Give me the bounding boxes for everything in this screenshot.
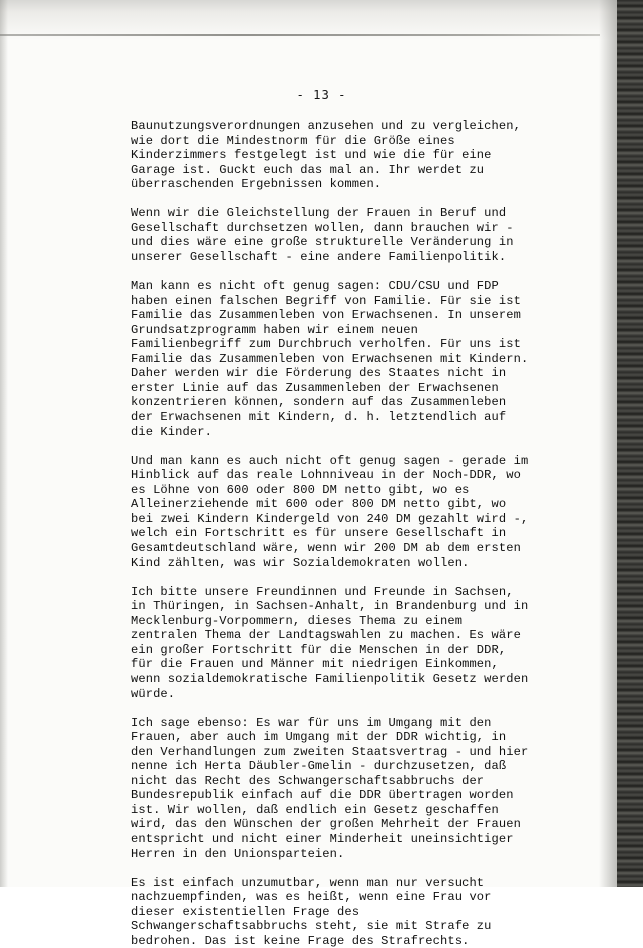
scan-top-rule: [0, 34, 600, 36]
text-line: ein großer Fortschritt für die Menschen in der DDR,: [131, 642, 507, 657]
text-line: wenn sozialdemokratische Familienpolitik Gesetz werden: [131, 671, 529, 686]
text-line: Gesellschaft durchsetzen wollen, dann brauchen wir -: [131, 220, 514, 235]
paragraph: [131, 876, 531, 948]
text-line: Mecklenburg-Vorpommern, dieses Thema zu einem: [131, 613, 463, 628]
paragraph: [131, 585, 531, 701]
text-line: Kinderzimmers festgelegt ist und wie die für eine: [131, 148, 492, 163]
scan-right-shadow: [599, 0, 617, 887]
text-line: entspricht und nicht einer Minderheit uneinsichtiger: [131, 832, 514, 847]
text-line: Garage ist. Guckt euch das mal an. Ihr werdet zu: [131, 162, 485, 177]
text-line: bei zwei Kindern Kindergeld von 240 DM gezahlt wird -,: [131, 511, 529, 526]
text-line: Familie das Zusammenleben von Erwachsenen mit Kindern.: [131, 351, 529, 366]
text-line: Baunutzungsverordnungen anzusehen und zu vergleichen,: [131, 119, 521, 133]
text-line: unserer Gesellschaft - eine andere Familienpolitik.: [131, 249, 507, 264]
text-line: Grundsatzprogramm haben wir einem neuen: [131, 322, 418, 337]
paragraph: [131, 454, 531, 570]
scan-left-shadow: [0, 0, 8, 887]
text-line: überraschenden Ergebnissen kommen.: [131, 177, 382, 192]
page-number: - 13 -: [296, 88, 347, 102]
text-line: Herren in den Unionsparteien.: [131, 846, 345, 861]
paragraph: [131, 279, 531, 439]
text-line: nicht das Recht des Schwangerschaftsabbruchs der: [131, 773, 485, 788]
text-line: welch ein Fortschritt es für unsere Gesellschaft in: [131, 526, 507, 541]
text-line: den Verhandlungen zum zweiten Staatsvertrag - und hier: [131, 744, 529, 759]
text-line: und dies wäre eine große strukturelle Veränderung in: [131, 235, 514, 250]
text-line: Ich sage ebenso: Es war für uns im Umgang mit den: [131, 715, 492, 730]
body-text: [131, 119, 531, 948]
text-line: nachzuempfinden, was es heißt, wenn eine Frau vor: [131, 890, 492, 905]
text-line: wie dort die Mindestnorm für die Größe eines: [131, 133, 455, 148]
text-line: Ich bitte unsere Freundinnen und Freunde in Sachsen,: [131, 584, 514, 599]
text-line: es Löhne von 600 oder 800 DM netto gibt, wo es: [131, 482, 470, 497]
text-line: würde.: [131, 686, 176, 701]
text-line: für die Frauen und Männer mit niedrigen Einkommen,: [131, 657, 499, 672]
text-line: Kind zählten, was wir Sozialdemokraten wollen.: [131, 555, 470, 570]
text-line: Man kann es nicht oft genug sagen: CDU/CSU und FDP: [131, 279, 499, 294]
text-line: zentralen Thema der Landtagswahlen zu machen. Es wäre: [131, 628, 521, 643]
paragraph: [131, 119, 531, 192]
text-line: Es ist einfach unzumutbar, wenn man nur versucht: [131, 875, 485, 890]
text-line: Bundesrepublik einfach auf die DDR übertragen worden: [131, 788, 514, 803]
text-line: Und man kann es auch nicht oft genug sagen - gerade im: [131, 453, 529, 468]
text-line: nenne ich Herta Däubler-Gmelin - durchzusetzen, daß: [131, 759, 507, 774]
text-line: Gesamtdeutschland wäre, wenn wir 200 DM ab dem ersten: [131, 541, 521, 555]
text-line: konzentrieren können, sondern auf das Zusammenleben: [131, 395, 507, 410]
text-line: Hinblick auf das reale Lohnniveau in der Noch-DDR, wo: [131, 468, 521, 483]
text-line: haben einen falschen Begriff von Familie. Für sie ist: [131, 293, 521, 308]
text-line: dieser existentiellen Frage des: [131, 904, 360, 919]
text-line: in Thüringen, in Sachsen-Anhalt, in Brandenburg und in: [131, 599, 529, 614]
paragraph: [131, 206, 531, 264]
text-line: wird, das den Wünschen der großen Mehrheit der Frauen: [131, 817, 521, 832]
scan-right-edge: [617, 0, 643, 887]
paragraph: [131, 716, 531, 861]
text-line: der Erwachsenen mit Kindern, d. h. letztendlich auf: [131, 410, 507, 425]
text-line: Daher werden wir die Förderung des Staates nicht in: [131, 366, 507, 381]
text-line: Frauen, aber auch im Umgang mit der DDR wichtig, in: [131, 730, 507, 745]
text-line: bedrohen. Das ist keine Frage des Strafrechts.: [131, 933, 470, 948]
text-line: die Kinder.: [131, 424, 212, 439]
text-line: Schwangerschaftsabbruchs steht, sie mit Strafe zu: [131, 919, 492, 934]
text-line: ist. Wir wollen, daß endlich ein Gesetz geschaffen: [131, 802, 499, 817]
text-line: Alleinerziehende mit 600 oder 800 DM netto gibt, wo: [131, 497, 507, 512]
text-line: Familie das Zusammenleben von Erwachsenen. In unserem: [131, 308, 521, 323]
text-line: erster Linie auf das Zusammenleben der Erwachsenen: [131, 380, 499, 395]
text-line: Wenn wir die Gleichstellung der Frauen in Beruf und: [131, 206, 507, 221]
text-line: Familienbegriff zum Durchbruch verholfen. Für uns ist: [131, 337, 521, 352]
